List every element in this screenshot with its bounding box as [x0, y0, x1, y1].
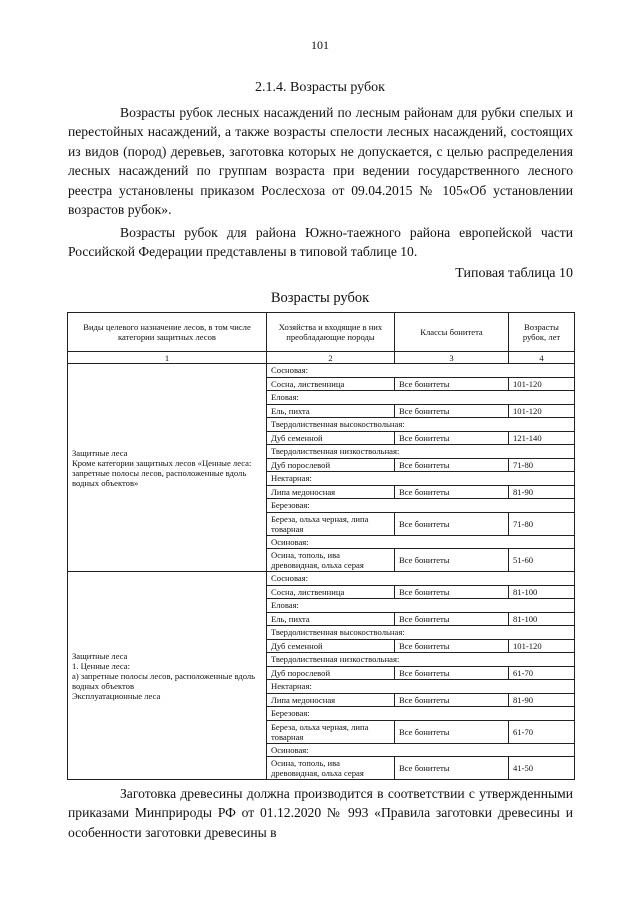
species-cell: Осина, тополь, ива древовидная, ольха серая — [267, 757, 395, 780]
cutting-age-cell: 61-70 — [509, 720, 575, 743]
cutting-age-cell: 51-60 — [509, 549, 575, 572]
forest-type-heading: Твердолиственная высокоствольная: — [267, 626, 575, 640]
forest-category-cell — [68, 364, 267, 572]
species-cell: Липа медоносная — [267, 485, 395, 499]
forest-category-cell — [68, 572, 267, 780]
forest-category-line: а) запретные полосы лесов, расположенные вдоль водных объектов — [72, 670, 256, 691]
forest-type-heading: Осиновая: — [267, 535, 575, 549]
table-index-row — [68, 352, 575, 364]
forest-type-heading: Нектарная: — [267, 472, 575, 486]
cutting-age-cell: 71-80 — [509, 512, 575, 535]
forest-type-heading: Твердолиственная низкоствольная: — [267, 653, 575, 667]
species-cell: Липа медоносная — [267, 693, 395, 707]
cutting-age-cell: 81-100 — [509, 585, 575, 599]
site-class-cell: Все бонитеты — [395, 377, 509, 391]
forest-category-line: Кроме категории защитных лесов «Ценные леса: запретные полосы лесов, расположенные вдоль водных объектов» — [72, 457, 252, 488]
species-cell: Осина, тополь, ива древовидная, ольха серая — [267, 549, 395, 572]
forest-type-heading: Твердолиственная высокоствольная: — [267, 418, 575, 432]
species-cell: Дуб порослевой — [267, 666, 395, 680]
header-cell: Возрасты рубок, лет — [509, 313, 575, 352]
site-class-cell: Все бонитеты — [395, 585, 509, 599]
table-caption: Возрасты рубок — [270, 290, 370, 306]
species-cell: Дуб семенной — [267, 431, 395, 445]
cutting-age-cell: 101-120 — [509, 404, 575, 418]
site-class-cell: Все бонитеты — [395, 549, 509, 572]
index-cell: 1 — [68, 352, 267, 364]
section-heading: 2.1.4. Возрасты рубок — [255, 80, 385, 95]
cutting-age-cell: 81-90 — [509, 485, 575, 499]
site-class-cell: Все бонитеты — [395, 612, 509, 626]
table-row — [68, 572, 575, 586]
species-cell: Сосна, лиственница — [267, 585, 395, 599]
cutting-age-cell: 81-90 — [509, 693, 575, 707]
site-class-cell: Все бонитеты — [395, 458, 509, 472]
forest-category-line: Эксплуатационные леса — [72, 690, 161, 701]
site-class-cell: Все бонитеты — [395, 757, 509, 780]
species-cell: Ель, пихта — [267, 612, 395, 626]
site-class-cell: Все бонитеты — [395, 720, 509, 743]
cutting-age-cell: 71-80 — [509, 458, 575, 472]
header-cell: Классы бонитета — [395, 313, 509, 352]
paragraph-harvesting-rules: Заготовка древесины должна производится в соответствии с утвержденными приказами Минприроды РФ от 01.12.2020 № 993 «Правила заготовки древесины и особенности заготовки древесины в — [68, 786, 573, 840]
cutting-ages-table — [67, 312, 575, 780]
forest-type-heading: Нектарная: — [267, 680, 575, 694]
page-number: 101 — [311, 38, 329, 52]
site-class-cell: Все бонитеты — [395, 512, 509, 535]
site-class-cell: Все бонитеты — [395, 431, 509, 445]
paragraph-region-reference: Возрасты рубок для района Южно-таежного района европейской части Российской Федерации представлены в типовой таблице 10. — [68, 225, 573, 260]
site-class-cell: Все бонитеты — [395, 404, 509, 418]
forest-type-heading: Сосновая: — [267, 364, 575, 378]
site-class-cell: Все бонитеты — [395, 639, 509, 653]
table-number: Типовая таблица 10 — [455, 266, 573, 281]
index-cell: 4 — [509, 352, 575, 364]
forest-category-line: 1. Ценные леса: — [72, 660, 130, 671]
forest-type-heading: Твердолиственная низкоствольная: — [267, 445, 575, 459]
site-class-cell: Все бонитеты — [395, 666, 509, 680]
cutting-age-cell: 121-140 — [509, 431, 575, 445]
site-class-cell: Все бонитеты — [395, 485, 509, 499]
forest-type-heading: Сосновая: — [267, 572, 575, 586]
species-cell: Дуб семенной — [267, 639, 395, 653]
species-cell: Береза, ольха черная, липа товарная — [267, 512, 395, 535]
cutting-age-cell: 41-50 — [509, 757, 575, 780]
cutting-age-cell: 81-100 — [509, 612, 575, 626]
paragraph-cutting-ages-intro: Возрасты рубок лесных насаждений по лесным районам для рубки спелых и перестойных насаждений, а также возрасты спелости лесных насаждений, состоящих из видов (пород) деревьев, заготовка которых не допускается, с целью распределения лесных насаждений по группам возраста при ведении государственного лесного реестра установлены приказом Рослесхоза от 09.04.2015 № 105«Об установлении возрастов рубок». — [68, 105, 573, 218]
species-cell: Ель, пихта — [267, 404, 395, 418]
species-cell: Береза, ольха черная, липа товарная — [267, 720, 395, 743]
index-cell: 3 — [395, 352, 509, 364]
table-row — [68, 364, 575, 378]
site-class-cell: Все бонитеты — [395, 693, 509, 707]
cutting-age-cell: 101-120 — [509, 377, 575, 391]
forest-type-heading: Осиновая: — [267, 743, 575, 757]
species-cell: Дуб порослевой — [267, 458, 395, 472]
header-cell: Хозяйства и входящие в них преобладающие породы — [267, 313, 395, 352]
forest-type-heading: Еловая: — [267, 391, 575, 405]
forest-category-line: Защитные леса — [72, 650, 128, 661]
cutting-age-cell: 61-70 — [509, 666, 575, 680]
index-cell: 2 — [267, 352, 395, 364]
cutting-age-cell: 101-120 — [509, 639, 575, 653]
header-cell: Виды целевого назначение лесов, в том числе категории защитных лесов — [68, 313, 267, 352]
forest-type-heading: Березовая: — [267, 499, 575, 513]
table-header-row — [68, 313, 575, 352]
forest-category-line: Защитные леса — [72, 447, 128, 458]
forest-type-heading: Березовая: — [267, 707, 575, 721]
forest-type-heading: Еловая: — [267, 599, 575, 613]
species-cell: Сосна, лиственница — [267, 377, 395, 391]
